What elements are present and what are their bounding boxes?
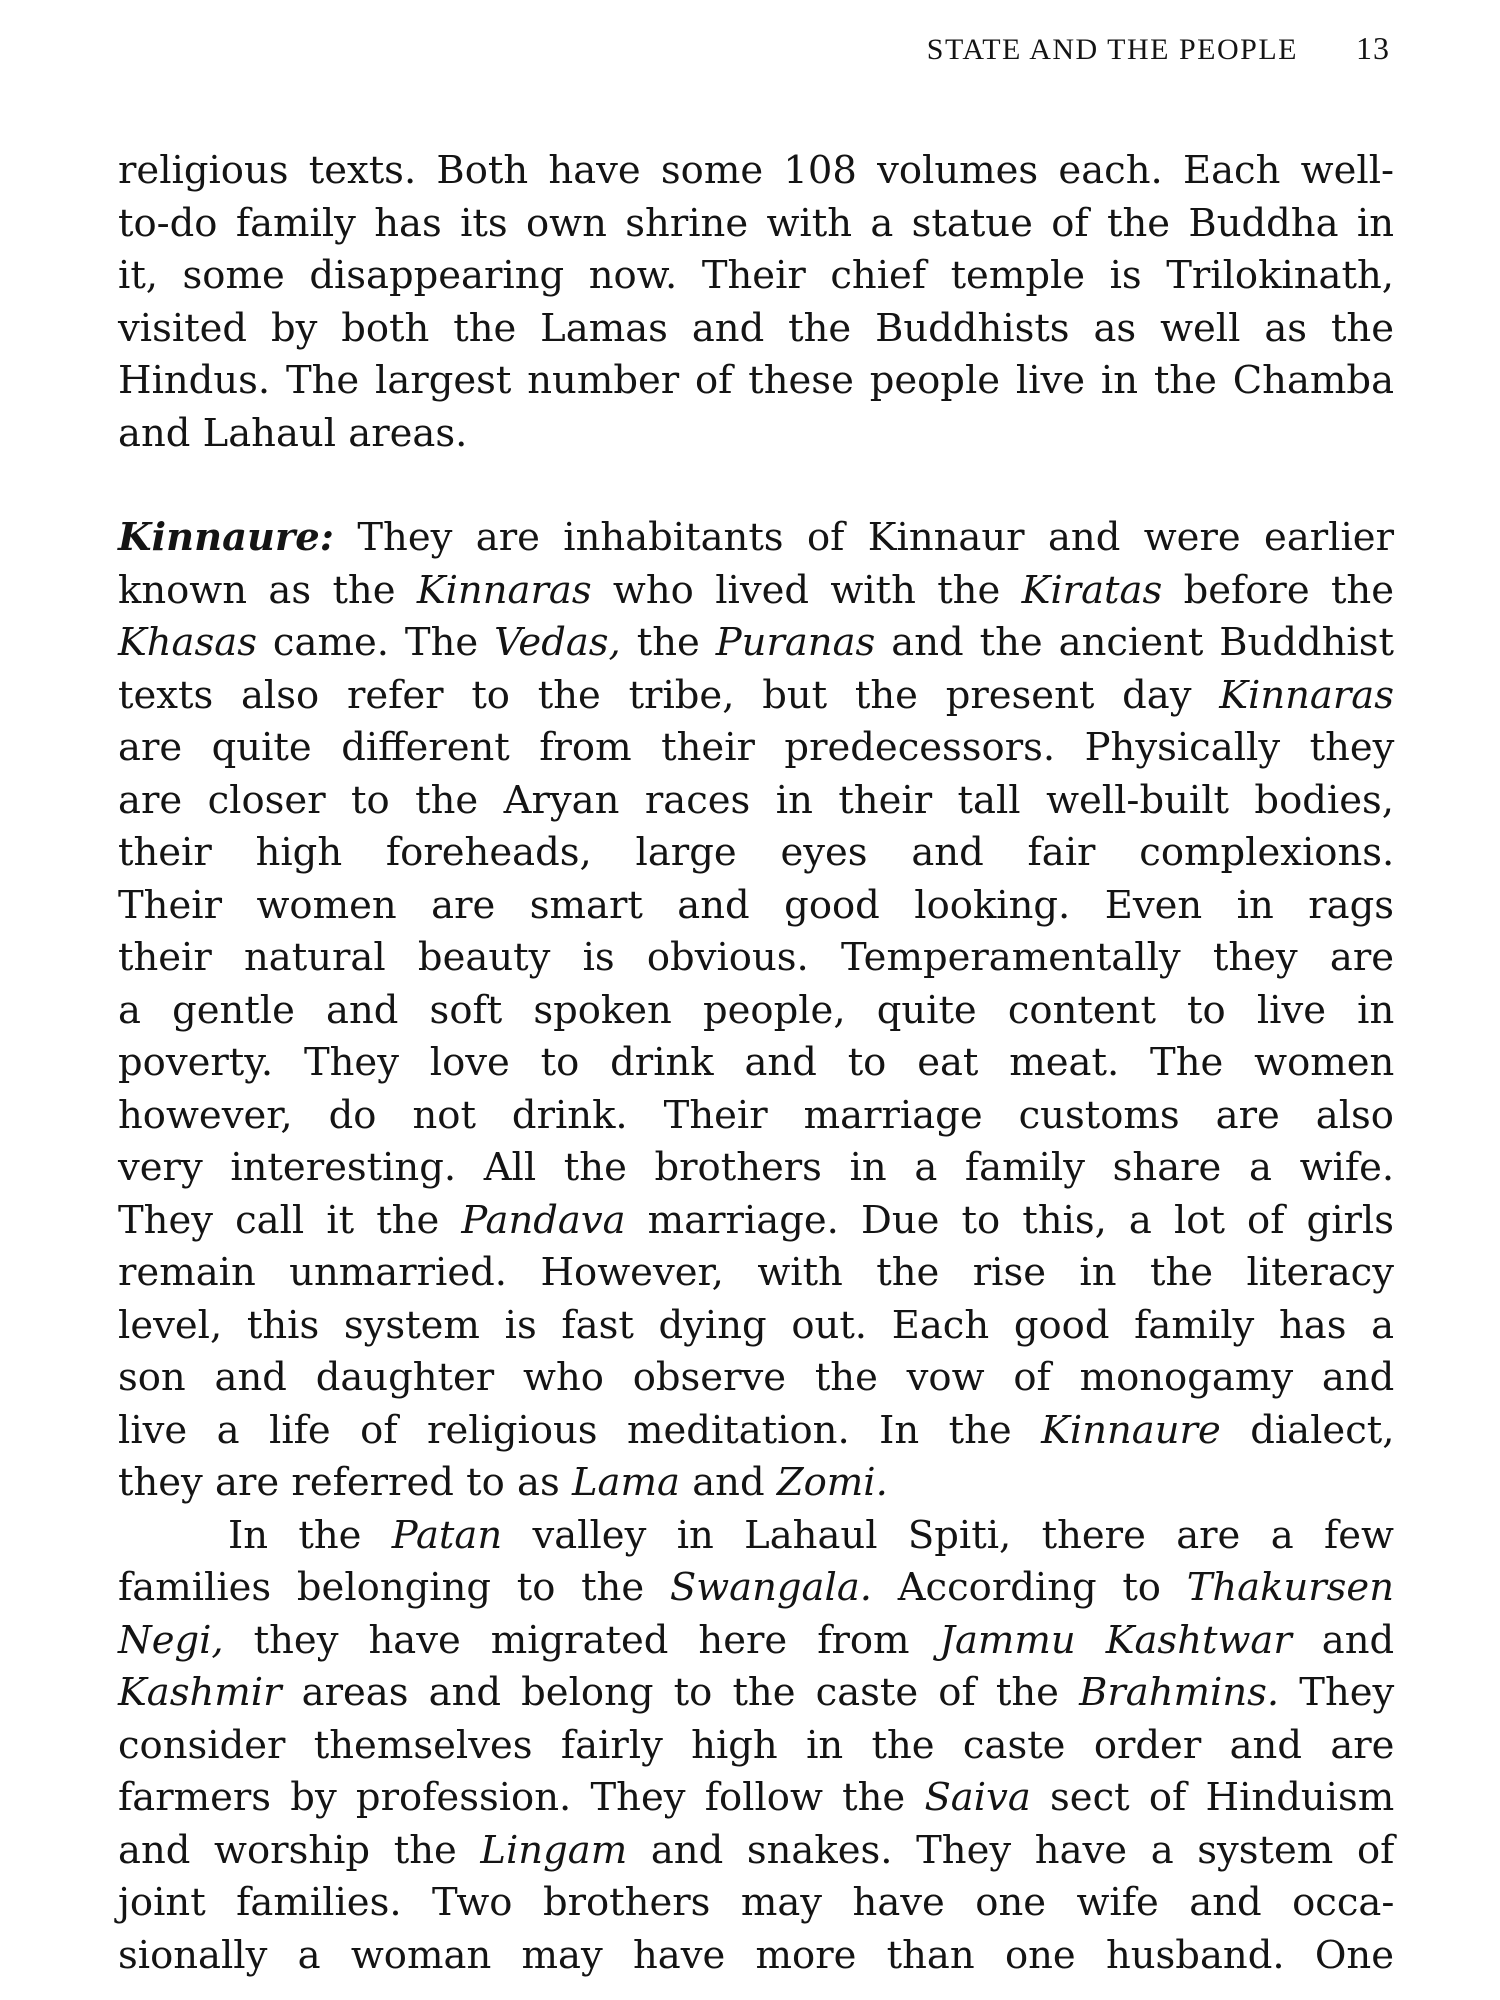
paragraph-1 bbox=[118, 145, 1394, 460]
italic-term: Kinnaras bbox=[416, 567, 592, 613]
italic-term: Patan bbox=[391, 1512, 503, 1558]
italic-term: Lama bbox=[571, 1460, 680, 1505]
italic-term: Jammu Kashtwar bbox=[939, 1617, 1292, 1663]
text-span: According to bbox=[872, 1565, 1187, 1610]
text-line: Hindus. The largest number of these people live in the Chamba bbox=[118, 358, 1395, 403]
text-span: sect of Hinduism bbox=[1030, 1775, 1395, 1820]
text-line: visited by both the Lamas and the Buddhists as well as the bbox=[118, 305, 1394, 351]
text-line: poverty. They love to drink and to eat meat. The women bbox=[118, 1040, 1395, 1085]
text-span: They are inhabitants of Kinnaur and were earlier bbox=[334, 515, 1394, 560]
text-span: and bbox=[679, 1460, 777, 1505]
text-line bbox=[118, 565, 1394, 618]
text-span: they have migrated here from bbox=[223, 1617, 940, 1663]
italic-term: Puranas bbox=[715, 620, 876, 665]
text-line bbox=[118, 1195, 1394, 1248]
text-span: and bbox=[1291, 1617, 1395, 1663]
text-line: consider themselves fairly high in the caste order and are bbox=[118, 1722, 1395, 1768]
text-line: level, this system is fast dying out. Each good family has a bbox=[118, 1302, 1395, 1348]
section-heading: Kinnaure: bbox=[118, 515, 334, 560]
text-line: it, some disappearing now. Their chief temple is Trilokinath, bbox=[118, 253, 1394, 298]
text-span: farmers by profession. They follow the bbox=[118, 1775, 925, 1820]
text-span: and the ancient Buddhist bbox=[875, 620, 1394, 665]
italic-term: Kiratas bbox=[1021, 567, 1163, 613]
text-line bbox=[118, 1667, 1394, 1720]
text-line: remain unmarried. However, with the rise in the literacy bbox=[118, 1250, 1394, 1295]
text-span: came. The bbox=[256, 620, 495, 665]
text-span: marriage. Due to this, a lot of girls bbox=[625, 1197, 1394, 1243]
text-span: and worship the bbox=[118, 1827, 481, 1873]
text-line: are closer to the Aryan races in their tall well-built bodies, bbox=[118, 777, 1394, 823]
text-line bbox=[118, 670, 1394, 723]
italic-term: Thakursen bbox=[1186, 1565, 1394, 1610]
italic-term: Zomi. bbox=[776, 1460, 888, 1505]
text-line: religious texts. Both have some 108 volumes each. Each well- bbox=[118, 148, 1395, 193]
text-line: and Lahaul areas. bbox=[118, 410, 468, 456]
text-span: they are referred to as bbox=[118, 1460, 572, 1505]
text-span: who lived with the bbox=[591, 567, 1022, 613]
text-span: They bbox=[1279, 1670, 1395, 1715]
text-line bbox=[118, 1510, 1394, 1563]
text-line: are quite different from their predecessors. Physically they bbox=[118, 725, 1395, 770]
italic-term: Kinnaure bbox=[1041, 1407, 1221, 1453]
text-span: They call it the bbox=[118, 1197, 462, 1243]
text-line: joint families. Two brothers may have one wife and occa- bbox=[118, 1880, 1395, 1925]
text-span: before the bbox=[1162, 567, 1395, 613]
text-line bbox=[118, 1615, 1394, 1668]
text-line: son and daughter who observe the vow of monogamy and bbox=[118, 1355, 1395, 1400]
text-line bbox=[118, 1457, 1394, 1510]
text-line: Their women are smart and good looking. Even in rags bbox=[118, 882, 1394, 928]
text-span: and snakes. They have a system of bbox=[627, 1827, 1395, 1873]
text-span: families belonging to the bbox=[118, 1565, 670, 1610]
paragraph-2 bbox=[118, 512, 1394, 1510]
italic-term: Swangala. bbox=[669, 1565, 873, 1610]
paragraph-3 bbox=[118, 1510, 1394, 1983]
italic-term: Saiva bbox=[924, 1775, 1031, 1820]
text-line bbox=[118, 1772, 1394, 1825]
text-line: sionally a woman may have more than one husband. One bbox=[118, 1932, 1394, 1978]
text-line bbox=[118, 617, 1394, 670]
paragraph-gap bbox=[118, 460, 1394, 512]
text-line: however, do not drink. Their marriage customs are also bbox=[118, 1092, 1394, 1138]
text-line bbox=[118, 512, 1394, 565]
text-line: their high foreheads, large eyes and fair complexions. bbox=[118, 830, 1395, 875]
text-line bbox=[118, 1562, 1394, 1615]
text-span: known as the bbox=[118, 567, 417, 613]
text-span: dialect, bbox=[1220, 1407, 1395, 1453]
italic-term: Kashmir bbox=[118, 1670, 282, 1715]
text-span: live a life of religious meditation. In the bbox=[118, 1407, 1042, 1453]
text-span: In the bbox=[228, 1512, 392, 1558]
text-line: their natural beauty is obvious. Temperamentally they are bbox=[118, 935, 1395, 980]
text-line bbox=[118, 1825, 1394, 1878]
text-line: to-do family has its own shrine with a statue of the Buddha in bbox=[118, 200, 1394, 246]
body-text bbox=[118, 145, 1394, 1982]
italic-term: Khasas bbox=[118, 620, 257, 665]
italic-term: Kinnaras bbox=[1219, 672, 1394, 718]
italic-term: Pandava bbox=[461, 1197, 626, 1243]
italic-term: Lingam bbox=[480, 1827, 628, 1873]
italic-term: Vedas, bbox=[494, 620, 621, 665]
running-head-title: STATE AND THE PEOPLE bbox=[926, 33, 1298, 66]
text-line: a gentle and soft spoken people, quite content to live in bbox=[118, 987, 1395, 1033]
italic-term: Negi, bbox=[118, 1617, 224, 1663]
text-span: valley in Lahaul Spiti, there are a few bbox=[502, 1512, 1394, 1558]
italic-term: Brahmins. bbox=[1079, 1670, 1280, 1715]
text-span: the bbox=[620, 620, 716, 665]
text-line bbox=[118, 1405, 1394, 1458]
text-line: very interesting. All the brothers in a family share a wife. bbox=[118, 1145, 1395, 1190]
text-span: areas and belong to the caste of the bbox=[281, 1670, 1080, 1715]
page-number: 13 bbox=[1356, 30, 1390, 66]
text-span: texts also refer to the tribe, but the present day bbox=[118, 672, 1220, 718]
running-head bbox=[927, 30, 1390, 67]
